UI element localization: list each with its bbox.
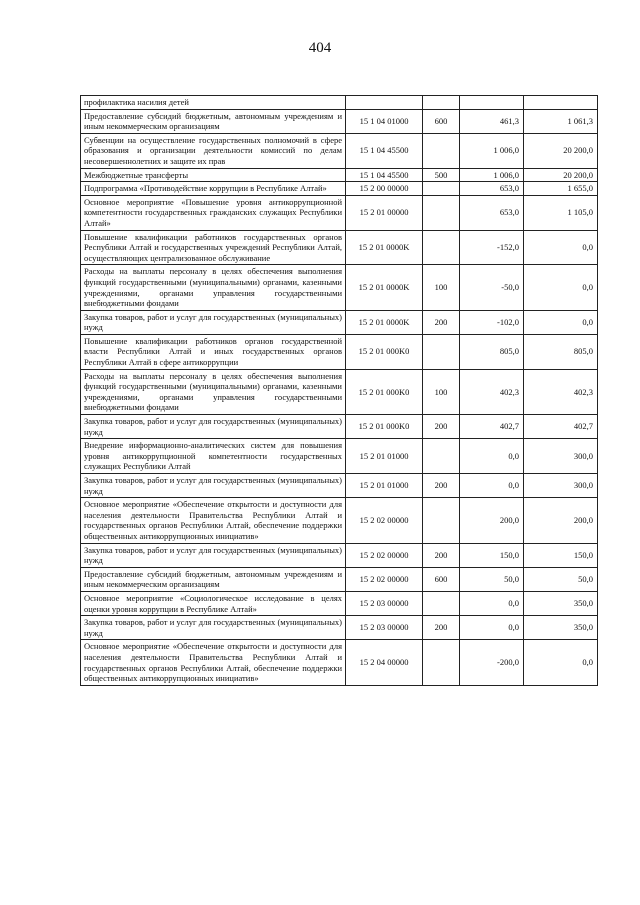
row-name-cell: Предоставление субсидий бюджетным, автономным учреждениям и иным некоммерческим организациям xyxy=(81,567,346,591)
row-amount-2-cell: 805,0 xyxy=(524,334,598,369)
row-expense-type-cell: 600 xyxy=(423,567,460,591)
row-code-cell: 15 2 01 000K0 xyxy=(346,334,423,369)
row-code-cell: 15 2 01 0000K xyxy=(346,230,423,265)
table-row xyxy=(81,591,598,615)
row-code-cell: 15 2 01 000K0 xyxy=(346,415,423,439)
row-amount-1-cell: 0,0 xyxy=(460,439,524,474)
table-row xyxy=(81,109,598,133)
row-amount-1-cell: 200,0 xyxy=(460,498,524,543)
row-amount-2-cell: 0,0 xyxy=(524,265,598,310)
row-expense-type-cell xyxy=(423,591,460,615)
row-code-cell: 15 1 04 45500 xyxy=(346,133,423,168)
row-code-cell: 15 2 00 00000 xyxy=(346,182,423,196)
row-expense-type-cell xyxy=(423,439,460,474)
row-name-cell: Подпрограмма «Противодействие коррупции в Республике Алтай» xyxy=(81,182,346,196)
row-code-cell: 15 2 01 000K0 xyxy=(346,369,423,414)
row-amount-1-cell: 50,0 xyxy=(460,567,524,591)
row-amount-2-cell: 20 200,0 xyxy=(524,168,598,182)
row-name-cell: Межбюджетные трансферты xyxy=(81,168,346,182)
row-amount-1-cell xyxy=(460,96,524,110)
row-expense-type-cell: 200 xyxy=(423,310,460,334)
row-code-cell: 15 2 01 0000K xyxy=(346,265,423,310)
row-expense-type-cell xyxy=(423,498,460,543)
row-amount-2-cell: 0,0 xyxy=(524,640,598,685)
row-amount-2-cell: 402,7 xyxy=(524,415,598,439)
table-row xyxy=(81,369,598,414)
row-amount-1-cell: 653,0 xyxy=(460,195,524,230)
row-code-cell: 15 2 03 00000 xyxy=(346,616,423,640)
row-code-cell: 15 2 01 01000 xyxy=(346,439,423,474)
row-amount-2-cell: 1 061,3 xyxy=(524,109,598,133)
table-row xyxy=(81,182,598,196)
table-row xyxy=(81,640,598,685)
row-name-cell: Расходы на выплаты персоналу в целях обеспечения выполнения функций государственными (муниципальными) органами, казенными учреждениями, органами управления государственными внебюджетными фондами xyxy=(81,369,346,414)
row-expense-type-cell: 100 xyxy=(423,369,460,414)
row-amount-2-cell: 150,0 xyxy=(524,543,598,567)
row-expense-type-cell xyxy=(423,334,460,369)
row-name-cell: Повышение квалификации работников органов государственной власти Республики Алтай и иных государственных органов Республики Алтай в сфере антикоррупции xyxy=(81,334,346,369)
table-row xyxy=(81,439,598,474)
row-amount-2-cell: 20 200,0 xyxy=(524,133,598,168)
row-amount-2-cell: 50,0 xyxy=(524,567,598,591)
row-amount-2-cell xyxy=(524,96,598,110)
row-amount-1-cell: 653,0 xyxy=(460,182,524,196)
row-amount-1-cell: 402,3 xyxy=(460,369,524,414)
row-name-cell: Закупка товаров, работ и услуг для государственных (муниципальных) нужд xyxy=(81,415,346,439)
row-name-cell: профилактика насилия детей xyxy=(81,96,346,110)
row-amount-1-cell: 0,0 xyxy=(460,474,524,498)
row-amount-1-cell: -50,0 xyxy=(460,265,524,310)
row-code-cell: 15 2 04 00000 xyxy=(346,640,423,685)
table-row xyxy=(81,230,598,265)
table-row xyxy=(81,543,598,567)
row-name-cell: Внедрение информационно-аналитических систем для повышения уровня антикоррупционной компетентности государственных служащих Республики Алтай xyxy=(81,439,346,474)
row-code-cell: 15 2 01 0000K xyxy=(346,310,423,334)
row-code-cell: 15 1 04 45500 xyxy=(346,168,423,182)
row-amount-2-cell: 0,0 xyxy=(524,310,598,334)
row-name-cell: Закупка товаров, работ и услуг для государственных (муниципальных) нужд xyxy=(81,474,346,498)
row-expense-type-cell xyxy=(423,133,460,168)
row-amount-1-cell: 1 006,0 xyxy=(460,133,524,168)
table-row xyxy=(81,567,598,591)
row-amount-1-cell: -102,0 xyxy=(460,310,524,334)
row-amount-1-cell: 0,0 xyxy=(460,616,524,640)
row-expense-type-cell: 200 xyxy=(423,415,460,439)
table-row xyxy=(81,96,598,110)
row-amount-1-cell: -200,0 xyxy=(460,640,524,685)
page-number: 404 xyxy=(308,40,332,56)
row-name-cell: Основное мероприятие «Обеспечение открытости и доступности для населения деятельности Правительства Республики Алтай и государственных органов Республики Алтай, обеспечение поддержки общественных антикоррупционных инициатив» xyxy=(81,640,346,685)
row-expense-type-cell: 100 xyxy=(423,265,460,310)
row-name-cell: Закупка товаров, работ и услуг для государственных (муниципальных) нужд xyxy=(81,310,346,334)
row-amount-2-cell: 402,3 xyxy=(524,369,598,414)
row-amount-1-cell: 0,0 xyxy=(460,591,524,615)
row-code-cell: 15 2 02 00000 xyxy=(346,543,423,567)
row-code-cell: 15 2 01 00000 xyxy=(346,195,423,230)
table-row xyxy=(81,474,598,498)
row-amount-2-cell: 300,0 xyxy=(524,474,598,498)
budget-table xyxy=(80,95,598,686)
row-name-cell: Предоставление субсидий бюджетным, автономным учреждениям и иным некоммерческим организациям xyxy=(81,109,346,133)
row-code-cell xyxy=(346,96,423,110)
row-name-cell: Основное мероприятие «Повышение уровня антикоррупционной компетентности государственных гражданских служащих Республики Алтай» xyxy=(81,195,346,230)
row-expense-type-cell: 200 xyxy=(423,543,460,567)
row-amount-2-cell: 0,0 xyxy=(524,230,598,265)
row-amount-1-cell: -152,0 xyxy=(460,230,524,265)
row-expense-type-cell xyxy=(423,182,460,196)
row-amount-2-cell: 300,0 xyxy=(524,439,598,474)
row-expense-type-cell: 200 xyxy=(423,474,460,498)
row-name-cell: Субвенции на осуществление государственных полномочий в сфере образования и организации деятельности комиссий по делам несовершеннолетних и защите их прав xyxy=(81,133,346,168)
row-name-cell: Основное мероприятие «Социологическое исследование в целях оценки уровня коррупции в Республике Алтай» xyxy=(81,591,346,615)
row-expense-type-cell xyxy=(423,640,460,685)
table-row xyxy=(81,133,598,168)
table-row xyxy=(81,195,598,230)
row-expense-type-cell xyxy=(423,195,460,230)
row-code-cell: 15 2 03 00000 xyxy=(346,591,423,615)
row-expense-type-cell: 600 xyxy=(423,109,460,133)
row-amount-2-cell: 200,0 xyxy=(524,498,598,543)
row-name-cell: Основное мероприятие «Обеспечение открытости и доступности для населения деятельности Правительства Республики Алтай и государственных органов Республики Алтай, обеспечение поддержки общественных антикоррупционных инициатив» xyxy=(81,498,346,543)
row-amount-1-cell: 1 006,0 xyxy=(460,168,524,182)
table-row xyxy=(81,334,598,369)
row-amount-1-cell: 461,3 xyxy=(460,109,524,133)
row-amount-2-cell: 350,0 xyxy=(524,591,598,615)
row-amount-2-cell: 350,0 xyxy=(524,616,598,640)
table-row xyxy=(81,415,598,439)
row-name-cell: Закупка товаров, работ и услуг для государственных (муниципальных) нужд xyxy=(81,616,346,640)
row-expense-type-cell xyxy=(423,230,460,265)
row-amount-1-cell: 402,7 xyxy=(460,415,524,439)
row-expense-type-cell xyxy=(423,96,460,110)
row-code-cell: 15 2 01 01000 xyxy=(346,474,423,498)
row-name-cell: Повышение квалификации работников государственных органов Республики Алтай и государственных учреждений Республики Алтай, осуществляющих централизованное обслуживание xyxy=(81,230,346,265)
row-expense-type-cell: 200 xyxy=(423,616,460,640)
row-name-cell: Закупка товаров, работ и услуг для государственных (муниципальных) нужд xyxy=(81,543,346,567)
row-code-cell: 15 2 02 00000 xyxy=(346,567,423,591)
table-row xyxy=(81,168,598,182)
row-amount-1-cell: 805,0 xyxy=(460,334,524,369)
table-row xyxy=(81,498,598,543)
row-amount-2-cell: 1 105,0 xyxy=(524,195,598,230)
row-expense-type-cell: 500 xyxy=(423,168,460,182)
row-name-cell: Расходы на выплаты персоналу в целях обеспечения выполнения функций государственными (муниципальными) органами, казенными учреждениями, органами управления государственными внебюджетными фондами xyxy=(81,265,346,310)
row-amount-1-cell: 150,0 xyxy=(460,543,524,567)
table-row xyxy=(81,265,598,310)
row-code-cell: 15 1 04 01000 xyxy=(346,109,423,133)
table-row xyxy=(81,616,598,640)
row-amount-2-cell: 1 655,0 xyxy=(524,182,598,196)
table-row xyxy=(81,310,598,334)
row-code-cell: 15 2 02 00000 xyxy=(346,498,423,543)
